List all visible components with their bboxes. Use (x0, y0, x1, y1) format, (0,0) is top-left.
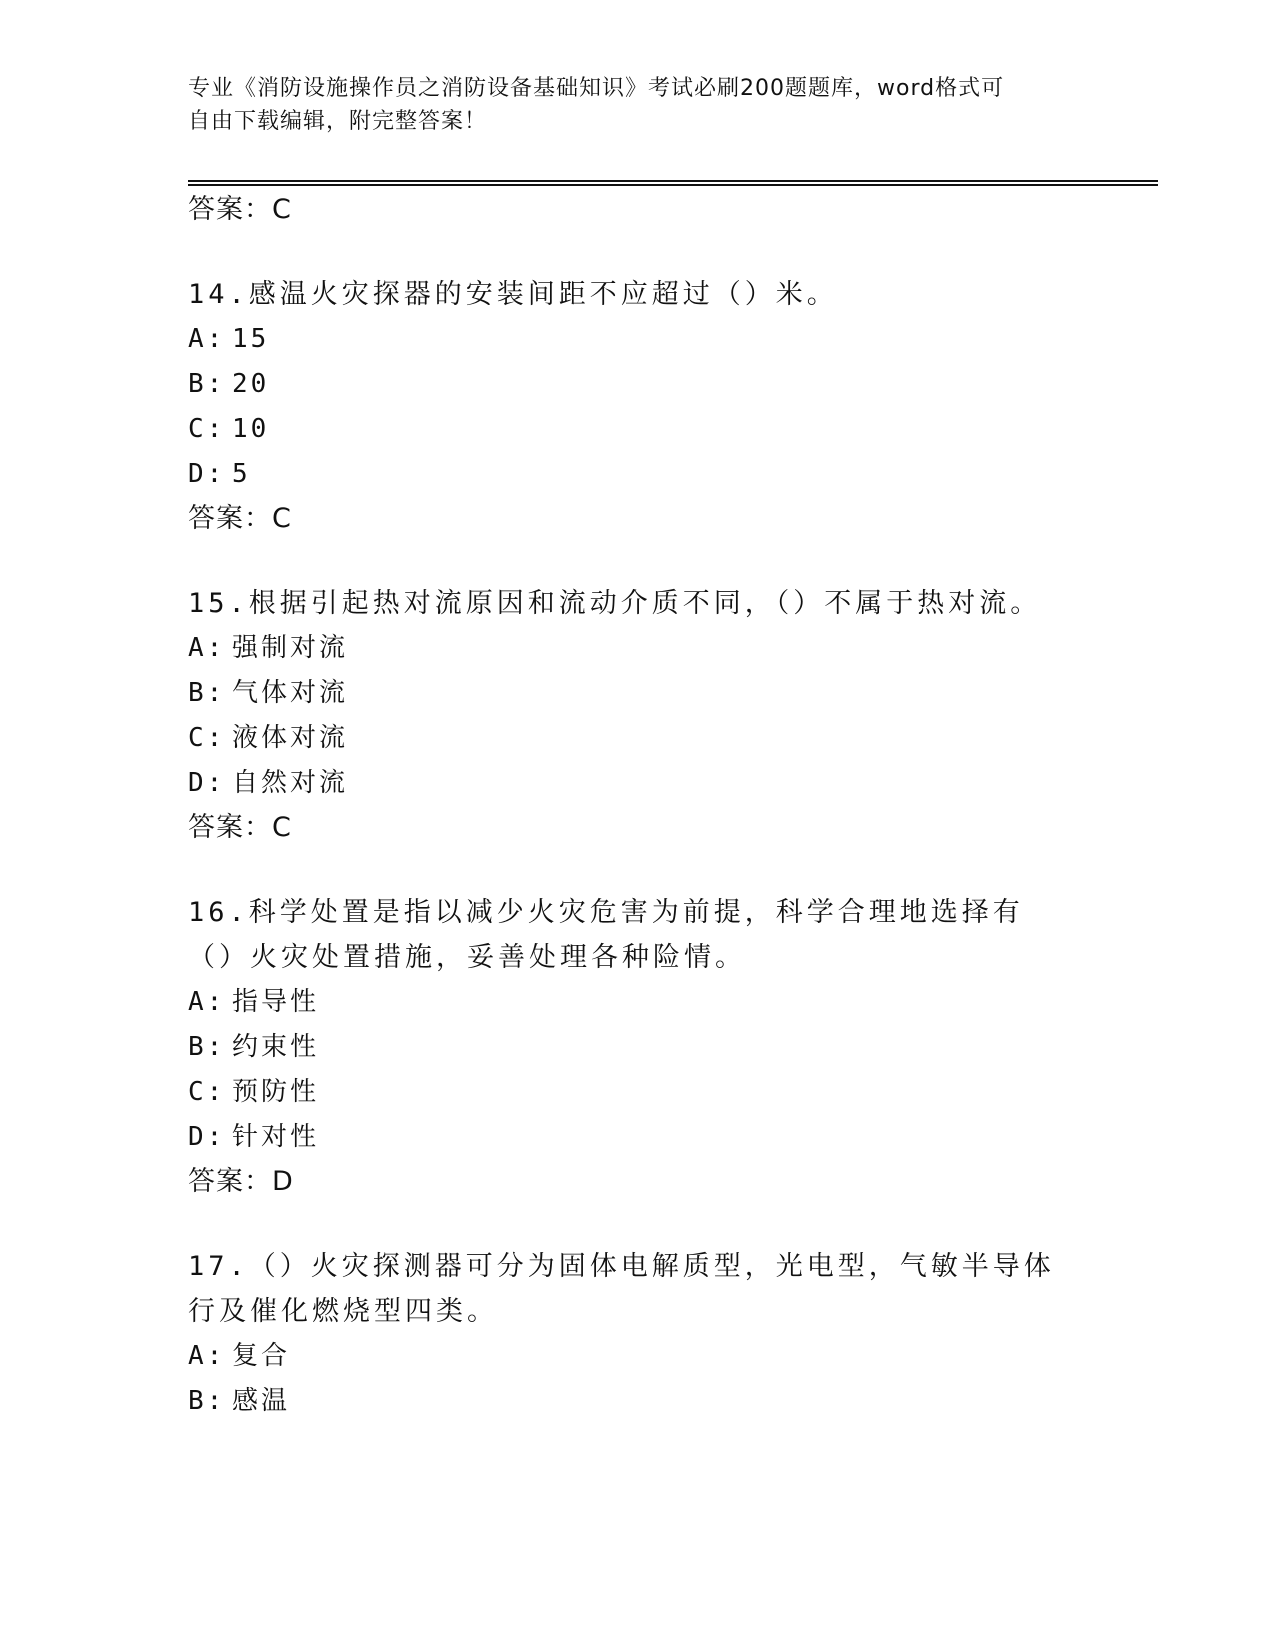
option-b (188, 1379, 1188, 1424)
answer-line: 答案：C (188, 503, 292, 534)
option-c (188, 716, 1188, 761)
option-a (188, 980, 1188, 1025)
question-16 (188, 890, 1068, 980)
answer-line: 答案：C (188, 812, 292, 843)
header-divider-bottom (188, 184, 1158, 186)
option-text: 预防性 (232, 1077, 320, 1107)
option-c (188, 1070, 1188, 1115)
option-text: 约束性 (232, 1032, 320, 1062)
option-b (188, 671, 1188, 716)
option-text: 复合 (232, 1341, 291, 1371)
option-label: D: (188, 1122, 226, 1152)
option-label: A: (188, 987, 226, 1017)
question-15 (188, 581, 1068, 626)
option-text: 20 (232, 369, 270, 399)
option-label: B: (188, 1386, 226, 1416)
question-list (188, 188, 1188, 1424)
option-b (188, 362, 1188, 407)
option-text: 10 (232, 414, 270, 444)
option-text: 5 (232, 459, 251, 489)
answer-line: 答案：C (188, 194, 292, 225)
option-text: 液体对流 (232, 723, 349, 753)
option-b (188, 1025, 1188, 1070)
option-label: A: (188, 1341, 226, 1371)
question-text: （）火灾探测器可分为固体电解质型，光电型，气敏半导体行及催化燃烧型四类。 (188, 1251, 1055, 1327)
option-a (188, 317, 1188, 362)
header-line-2: 自由下载编辑，附完整答案！ (188, 109, 488, 134)
header-line-1: 专业《消防设施操作员之消防设备基础知识》考试必刷200题题库，word格式可 (188, 76, 1005, 101)
question-text: 根据引起热对流原因和流动介质不同，（）不属于热对流。 (248, 588, 1042, 619)
option-label: C: (188, 414, 226, 444)
question-number: 15. (188, 588, 249, 619)
question-number: 17. (188, 1251, 249, 1282)
option-text: 自然对流 (232, 768, 349, 798)
option-text: 15 (232, 324, 270, 354)
question-text: 感温火灾探器的安装间距不应超过（）米。 (248, 279, 838, 310)
option-d (188, 761, 1188, 806)
option-label: A: (188, 324, 226, 354)
question-number: 14. (188, 279, 249, 310)
question-17 (188, 1244, 1068, 1334)
option-label: A: (188, 633, 226, 663)
option-label: B: (188, 1032, 226, 1062)
option-label: D: (188, 459, 226, 489)
header-divider-top (188, 180, 1158, 182)
question-number: 16. (188, 897, 249, 928)
option-a (188, 626, 1188, 671)
option-text: 强制对流 (232, 633, 349, 663)
option-text: 感温 (232, 1386, 291, 1416)
option-a (188, 1334, 1188, 1379)
option-text: 针对性 (232, 1122, 320, 1152)
option-text: 气体对流 (232, 678, 349, 708)
option-label: B: (188, 678, 226, 708)
option-d (188, 1115, 1188, 1160)
question-text: 科学处置是指以减少火灾危害为前提，科学合理地选择有（）火灾处置措施，妥善处理各种险情。 (188, 897, 1024, 973)
option-label: C: (188, 1077, 226, 1107)
option-label: D: (188, 768, 226, 798)
question-14 (188, 272, 1068, 317)
option-label: C: (188, 723, 226, 753)
option-text: 指导性 (232, 987, 320, 1017)
option-c (188, 407, 1188, 452)
option-d (188, 452, 1188, 497)
option-label: B: (188, 369, 226, 399)
document-header (188, 72, 1068, 138)
answer-line: 答案：D (188, 1166, 294, 1197)
